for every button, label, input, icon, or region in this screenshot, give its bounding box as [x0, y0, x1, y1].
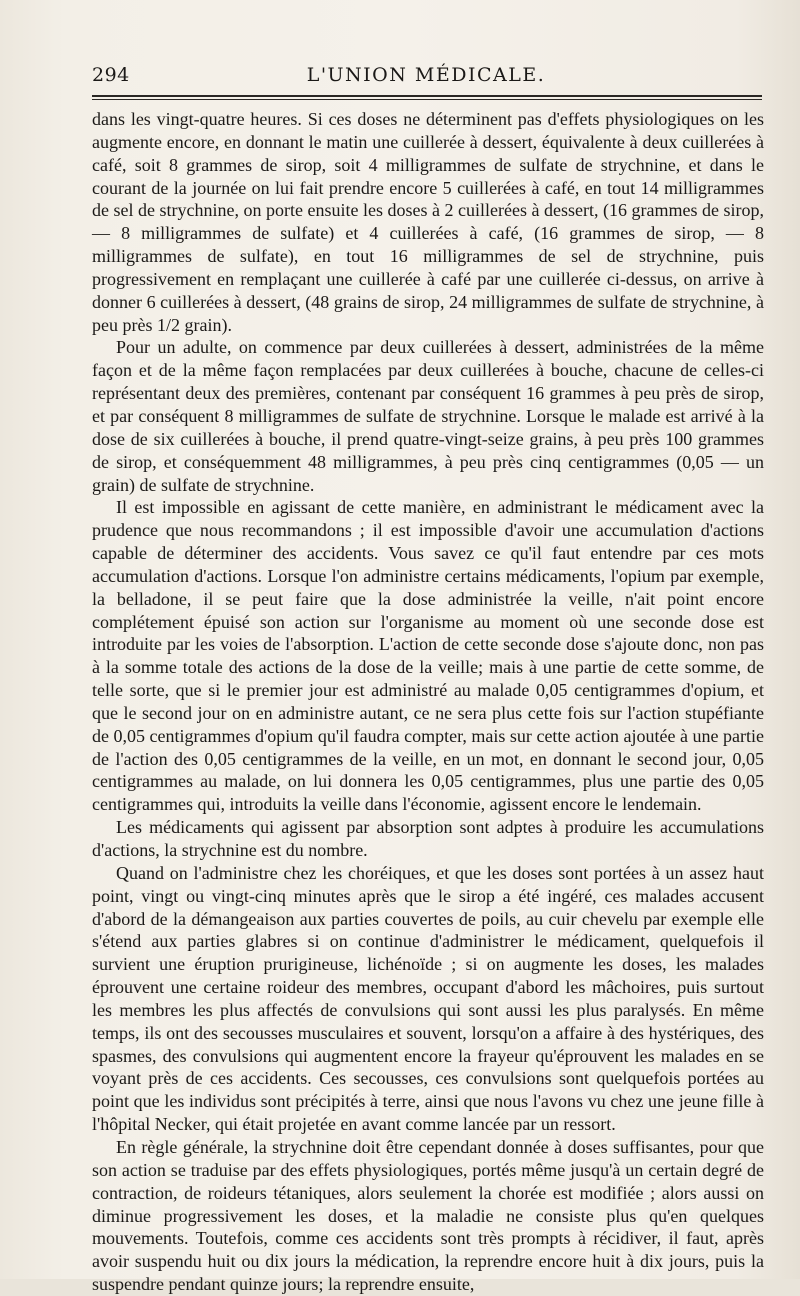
paragraph: dans les vingt-quatre heures. Si ces doses ne déterminent pas d'effets physiologiques on les augmente encore, en donnant le matin une cuillerée à dessert, équivalente à deux cuillerées à café, soit 8 grammes de sirop, soit 4 milligrammes de sulfate de strychnine, et dans le courant de la journée on lui fait prendre encore 5 cuillerées à café, en tout 14 milligrammes de sel de strychnine, on porte ensuite les doses à 2 cuillerées à dessert, (16 grammes de sirop, — 8 milligrammes de sulfate) et 4 cuillerées à café, (16 grammes de sirop, — 8 milligrammes de sulfate), en tout 16 milligrammes de sel de strychnine, puis progressivement en remplaçant une cuillerée à café par une cuillerée ci-dessus, on arrive à donner 6 cuillerées à dessert, (48 grains de sirop, 24 milligrammes de sulfate de strychnine, à peu près 1/2 grain).: [92, 109, 764, 335]
paragraph: Quand on l'administre chez les choréiques, et que les doses sont portées à un assez haut point, vingt ou vingt-cinq minutes après que le sirop a été ingéré, ces malades accusent d'abord de la démangeaison aux parties couvertes de poils, au cuir chevelu par exemple elle s'étend aux parties glabres si on continue d'administrer le médicament, quelquefois il survient une éruption prurigineuse, lichénoïde ; si on augmente les doses, les malades éprouvent une certaine roideur des membres, occupant d'abord les mâchoires, puis surtout les membres les plus affectés de convulsions qui sont aussi les plus paralysés. En même temps, ils ont des secousses musculaires et souvent, lorsqu'on a affaire à des hystériques, des spasmes, des convulsions qui augmentent encore la frayeur qu'éprouvent les malades en se voyant près de ces accidents. Ces secousses, ces convulsions sont quelquefois portées au point que les individus sont précipités à terre, ainsi que nous l'avons vu chez une jeune fille à l'hôpital Necker, qui était projetée en avant comme lancée par un ressort.: [92, 862, 764, 1135]
header-rule: [92, 95, 762, 97]
paragraph: Les médicaments qui agissent par absorption sont adptes à produire les accumulations d'actions, la strychnine est du nombre.: [92, 817, 764, 860]
page-header: [92, 60, 760, 90]
header-rule-thin: [92, 99, 762, 100]
paragraph: Pour un adulte, on commence par deux cuillerées à dessert, administrées de la même façon et de la même façon remplacées par deux cuillerées à bouche, chacune de celles-ci représentant deux des premières, contenant par conséquent 16 grammes à peu près de sirop, et par conséquent 8 milligrammes de sulfate de strychnine. Lorsque le malade est arrivé à la dose de six cuillerées à bouche, il prend quatre-vingt-seize grains, à peu près 100 grammes de sirop, et conséquemment 48 milligrammes, à peu près cinq centigrammes (0,05 — un grain) de sulfate de strychnine.: [92, 337, 764, 495]
body-text: [92, 108, 764, 1296]
paragraph: Il est impossible en agissant de cette manière, en administrant le médicament avec la prudence que nous recommandons ; il est impossible d'avoir une accumulation d'actions capable de déterminer des accidents. Vous savez ce qu'il faut entendre par ces mots accumulation d'actions. Lorsque l'on administre certains médicaments, l'opium par exemple, la belladone, il se peut faire que la dose administrée la veille, n'ait point encore complétement épuisé son action sur l'organisme au moment où une seconde dose est introduite par les voies de l'absorption. L'action de cette seconde dose s'ajoute donc, non pas à la somme totale des actions de la dose de la veille; mais à une partie de cette somme, de telle sorte, que si le premier jour est administré au malade 0,05 centigrammes d'opium, et que le second jour on en administre autant, ce ne sera plus cette fois sur l'action stupéfiante de 0,05 centigrammes d'opium qu'il faudra compter, mais sur cette action ajoutée à une partie de l'action des 0,05 centigrammes de la veille, en un mot, en donnant le second jour, 0,05 centigrammes au malade, on lui donnera les 0,05 centigrammes, plus une partie des 0,05 centigrammes qui, introduits la veille dans l'économie, agissent encore le lendemain.: [92, 497, 764, 815]
running-title: L'UNION MÉDICALE.: [306, 64, 546, 86]
page-number: 294: [92, 64, 130, 86]
paragraph: En règle générale, la strychnine doit être cependant donnée à doses suffisantes, pour que son action se traduise par des effets physiologiques, portés même jusqu'à un certain degré de contraction, de roideurs tétaniques, alors seulement la chorée est modifiée ; alors aussi on diminue progressivement les doses, et la maladie ne consiste plus qu'en quelques mouvements. Toutefois, comme ces accidents sont très prompts à récidiver, il faut, après avoir suspendu huit ou dix jours la médication, la reprendre encore huit à dix jours, puis la suspendre pendant quinze jours; la reprendre ensuite,: [92, 1136, 764, 1295]
